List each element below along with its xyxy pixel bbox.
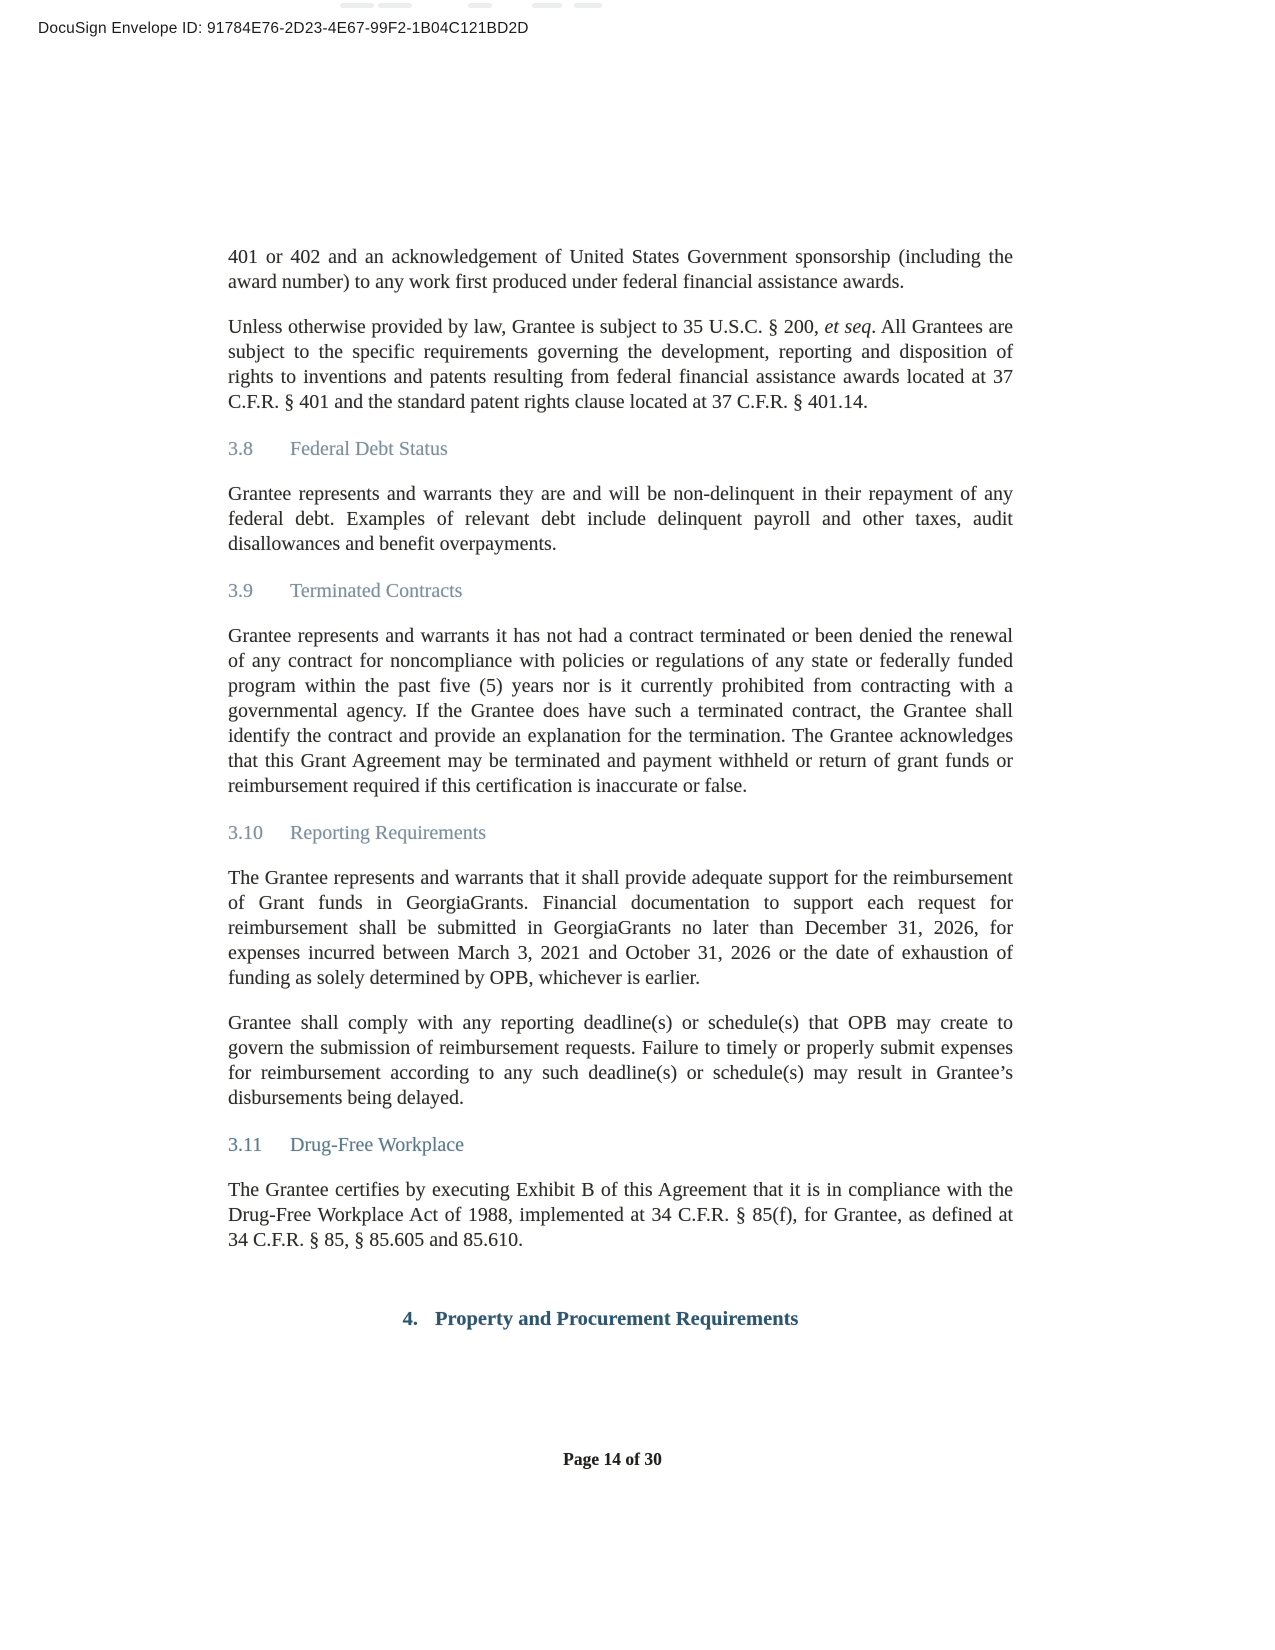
scan-artifact [378,3,412,8]
section-number: 3.11 [228,1134,263,1156]
scan-artifact [574,3,602,8]
section-title: Property and Procurement Requirements [434,1308,799,1330]
document-body [228,245,1013,1332]
section-number: 3.9 [228,580,253,602]
scan-artifact [340,3,374,8]
section-heading-3-10 [228,821,1013,846]
section-4-heading [228,1307,1013,1332]
section-heading-3-11 [228,1133,1013,1158]
section-title: Federal Debt Status [290,438,448,460]
page-number: Page 14 of 30 [563,1449,662,1469]
paragraph: The Grantee certifies by executing Exhibit B of this Agreement that it is in compliance with the Drug-Free Workplace Act of 1988, implemented at 34 C.F.R. § 85(f), for Grantee, as defined at 34 C.F.R. § 85, § 85.605 and 85.610. [228,1179,1013,1251]
paragraph-text: Unless otherwise provided by law, Grantee is subject to 35 U.S.C. § 200, [228,316,825,338]
section-number: 3.10 [228,822,263,844]
scan-artifact [532,3,562,8]
section-heading-3-8 [228,437,1013,462]
section-heading-3-9 [228,579,1013,604]
paragraph: Grantee represents and warrants they are and will be non-delinquent in their repayment of any federal debt. Examples of relevant debt include delinquent payroll and other taxes, audit disallowances and benefit overpayments. [228,483,1013,555]
paragraph: Grantee shall comply with any reporting deadline(s) or schedule(s) that OPB may create to govern the submission of reimbursement requests. Failure to timely or properly submit expenses for reimbursement according to any such deadline(s) or schedule(s) may result in Grantee’s disbursements being delayed. [228,1012,1013,1109]
docusign-envelope-id: DocuSign Envelope ID: 91784E76-2D23-4E67-99F2-1B04C121BD2D [38,20,529,37]
paragraph: 401 or 402 and an acknowledgement of United States Government sponsorship (including the award number) to any work first produced under federal financial assistance awards. [228,246,1013,293]
paragraph [228,315,1013,415]
paragraph-italic-citation: et seq [824,316,872,338]
section-title: Reporting Requirements [290,822,487,844]
section-title: Terminated Contracts [290,580,463,602]
scan-artifact [468,3,492,8]
paragraph-text: . All Grantees are subject to the specific requirements governing the development, reporting and disposition of rights to inventions and patents resulting from federal financial assistance awards located at 37 C.F.R. § 401 and the standard patent rights clause located at 37 C.F.R. § 401.14. [228,316,1013,413]
section-number: 4. [402,1308,418,1330]
paragraph: Grantee represents and warrants it has not had a contract terminated or been denied the renewal of any contract for noncompliance with policies or regulations of any state or federally funded program within the past five (5) years nor is it currently prohibited from contracting with a governmental agency. If the Grantee does have such a terminated contract, the Grantee shall identify the contract and provide an explanation for the termination. The Grantee acknowledges that this Grant Agreement may be terminated and payment withheld or return of grant funds or reimbursement required if this certification is inaccurate or false. [228,625,1013,797]
paragraph: The Grantee represents and warrants that it shall provide adequate support for the reimbursement of Grant funds in GeorgiaGrants. Financial documentation to support each request for reimbursement shall be submitted in GeorgiaGrants no later than December 31, 2026, for expenses incurred between March 3, 2021 and October 31, 2026 or the date of exhaustion of funding as solely determined by OPB, whichever is earlier. [228,867,1013,989]
section-number: 3.8 [228,438,253,460]
section-title: Drug-Free Workplace [290,1134,465,1156]
